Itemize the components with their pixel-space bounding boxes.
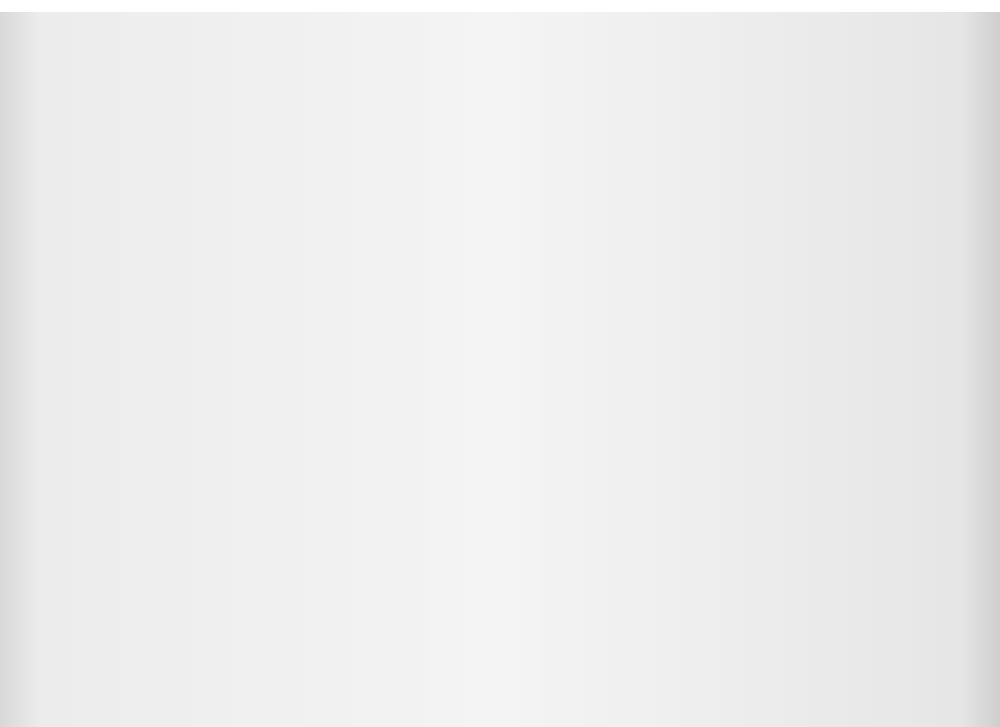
source-banner xyxy=(0,0,1000,12)
